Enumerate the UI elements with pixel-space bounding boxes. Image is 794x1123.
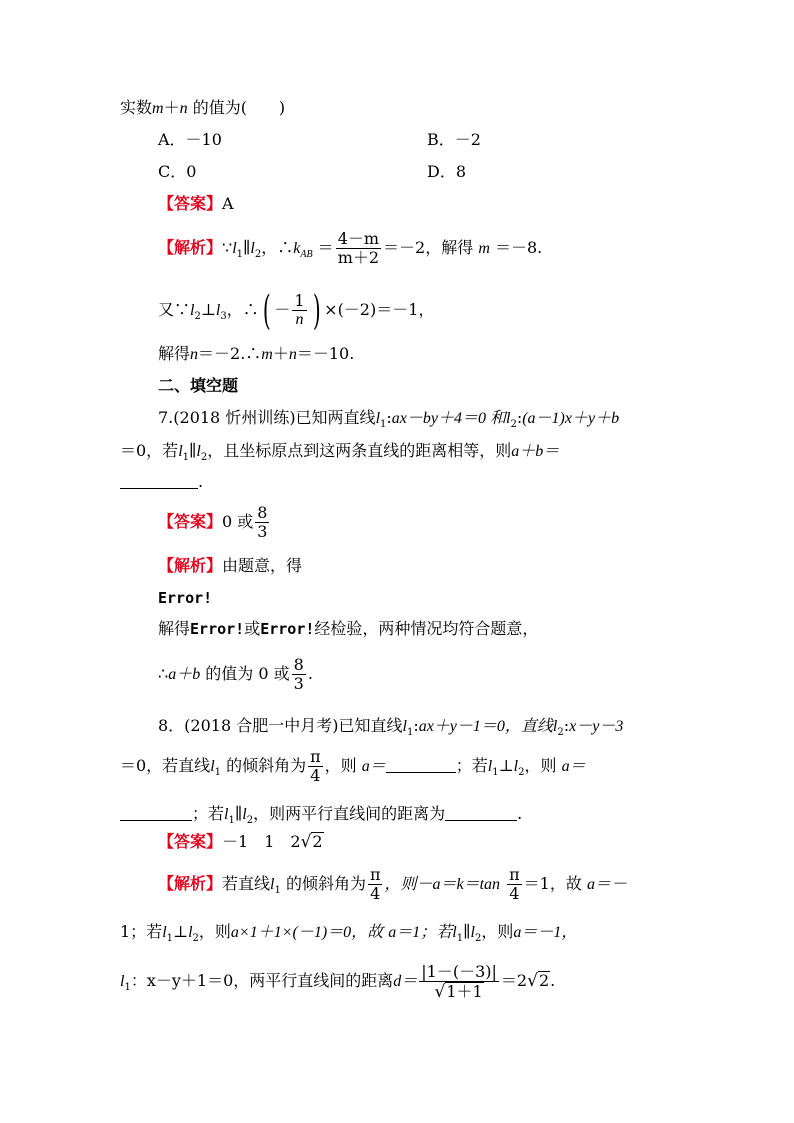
then-text-2: ，则 (481, 922, 514, 941)
answer-value: 0 或 (222, 512, 254, 531)
q7-analysis (158, 556, 302, 576)
a-neg: a＝－ (586, 876, 627, 893)
q7-line2: ＝0，若$l_1\parallel l_2$，且坐标原点到这两条直线的距离相等，则a＋b＝ (120, 441, 560, 463)
distance-text: ，则两平行直线间的距离为 (253, 804, 446, 823)
error-text-3: Error! (260, 620, 315, 638)
answer-blank-2 (120, 806, 192, 821)
parallel-symbol: ∥ (243, 238, 251, 257)
distance-fraction (419, 963, 499, 1001)
equals-one: ＝1，故 (523, 874, 582, 893)
perp-eq: a×1＋1×(－1)＝0，故 (230, 924, 384, 941)
q8-analysis-line3: $l_1$：x－y＋1＝0，两平行直线间的距离d＝ $\frac{|1-(-3)|}{√1+1}$ ＝2√2. (120, 961, 556, 1002)
analysis-tag: 【解析】 (158, 238, 223, 257)
right-paren: ) (312, 287, 321, 334)
radical-sign: √ (300, 832, 312, 852)
radical-sign: √ (434, 981, 446, 1002)
q7-cond-text: ，且坐标原点到这两条直线的距离相等，则 (207, 441, 512, 460)
q7-analysis-line2 (158, 619, 538, 639)
answer-tag: 【答案】 (158, 512, 223, 531)
result-text: ＝－2，解得 (383, 238, 474, 257)
fraction-numerator: π (369, 865, 381, 884)
value-fraction (292, 656, 306, 693)
radicand: 1＋1 (446, 981, 483, 1001)
analysis-tag: 【解析】 (158, 556, 223, 575)
q8-line3: ；若$l_1\parallel l_2$，则两平行直线间的距离为 . (120, 804, 522, 831)
because-symbol: ∵ (222, 238, 233, 257)
period: . (550, 971, 556, 990)
q8-line2-eq: x－y－3 (569, 718, 624, 735)
answer-tag: 【答案】 (158, 832, 223, 851)
fraction-denominator: 3 (257, 522, 268, 541)
q7-line2-eq: (a－1)x＋y＋b (522, 410, 620, 427)
radicand: 2 (312, 832, 323, 851)
error-text-2: Error! (190, 620, 245, 638)
result-value: ＝2 (500, 971, 528, 990)
q6-analysis-line3: 解得n＝－2.∴m＋n＝－10. (158, 344, 355, 363)
if-text: ；若 (455, 756, 488, 775)
solve-text: 解得 (158, 619, 191, 638)
angle-text: 的倾斜角为 (285, 874, 366, 893)
because-text: 又∵ (158, 300, 191, 319)
option-c: C．0 (158, 162, 197, 181)
q8-answer (158, 832, 324, 852)
tan-expr: ，则－a＝k＝tan (384, 876, 501, 893)
then-text: ，则 (198, 922, 231, 941)
period: . (307, 664, 313, 683)
value-text: 1；若 (120, 922, 163, 941)
answer-value: －1 1 2 (222, 832, 301, 851)
q6-answer (158, 194, 234, 214)
a-equals: a＝ (361, 758, 386, 775)
solve-n: ＝－2.∴ (198, 344, 262, 363)
fraction-numerator: 8 (257, 503, 268, 522)
pi-over-4-fraction-2 (507, 866, 522, 903)
q7-source: 7.(2018 忻州训练)已知两直线 (158, 408, 376, 427)
q8-line1: 8．(2018 合肥一中月考)已知直线$l_1:ax+y-1=0$，直线$l_2:x-y-3$ (158, 716, 624, 738)
line-eq: ：x－y＋1＝0，两平行直线间的距离 (130, 971, 394, 990)
analysis-text: 由题意，得 (222, 556, 303, 575)
q7-line3 (120, 472, 203, 492)
then-text: ，则 (324, 756, 357, 775)
solve-sum: ＝－10. (296, 344, 355, 363)
solve-text: 解得 (158, 344, 191, 363)
sum-expr: a＋b (168, 666, 201, 683)
q8-line1-eq: ax＋y－1＝0，直线 (418, 718, 553, 735)
var-m: m (152, 100, 164, 117)
slope-fraction (336, 230, 381, 267)
option-a: A．－10 (158, 130, 222, 149)
fraction-denominator: 4 (308, 766, 323, 785)
fraction-numerator: |1－(－3)| (421, 961, 497, 981)
period: . (198, 472, 204, 491)
or-text: 或 (244, 619, 261, 638)
a-one: a＝1；若 (388, 924, 453, 941)
option-b: B．－2 (427, 130, 481, 149)
q6-stem-text: 实数 (120, 98, 153, 117)
answer-value: A (222, 194, 234, 213)
period: . (517, 804, 523, 823)
fraction-denominator (419, 981, 499, 1001)
therefore-symbol: ，∴ (261, 238, 294, 257)
fraction-denominator: 4 (507, 884, 522, 903)
a-equals-2: a＝ (561, 758, 586, 775)
a-neg-one: a＝－1， (513, 924, 578, 941)
radical-sign: √ (527, 971, 538, 991)
left-paren: ( (262, 287, 271, 334)
option-d: D．8 (427, 162, 467, 181)
error-text-1: Error! (158, 589, 213, 607)
q8-source: 8．(2018 合肥一中月考)已知直线 (158, 716, 403, 735)
fraction-denominator: n (292, 310, 306, 329)
if-text: ；若 (192, 804, 225, 823)
plus-sign: ＋ (163, 98, 180, 117)
q8-angle-text: 的倾斜角为 (226, 756, 307, 775)
answer-tag: 【答案】 (158, 194, 223, 213)
d-equals: d＝ (393, 973, 418, 990)
q7-ask: a＋b＝ (511, 443, 560, 460)
fraction-numerator: π (509, 865, 520, 884)
section-title: 二、填空题 (158, 376, 239, 395)
analysis-text: 若直线 (222, 874, 271, 893)
check-text: 经检验，两种情况均符合题意， (314, 619, 539, 638)
therefore-symbol: ∴ (158, 664, 169, 683)
fraction-numerator: π (310, 747, 321, 766)
neg-recip-fraction (292, 292, 306, 329)
q7-line1: 7.(2018 忻州训练)已知两直线$l_1:ax-by+4=0$ 和$l_2:(a-1)x+y+b$ (158, 408, 620, 430)
q7-answer (158, 500, 271, 544)
product-text: ×(－2)＝－1， (324, 300, 435, 319)
therefore-text: ，∴ (226, 300, 259, 319)
then-text-2: ，则 (524, 756, 557, 775)
answer-blank-1 (386, 758, 456, 773)
answer-blank-3 (445, 806, 517, 821)
q8-analysis-line1: 【解析】若直线$l_1$ 的倾斜角为 $\frac{\pi}{4}$ ，则－a＝k＝tan $\frac{\pi}{4}$ ＝1，故 a＝－ (158, 865, 627, 903)
q8-line2: ＝0，若直线$l_1$ 的倾斜角为 $\frac{\pi}{4}$ ，则 a＝ ；若$l_1\perp l_2$，则 a＝ (120, 747, 586, 785)
pi-over-4-fraction (368, 866, 383, 903)
result-m: ＝－8. (494, 238, 543, 257)
answer-fraction (255, 504, 269, 541)
q8-analysis-line2: 1；若$l_1\perp l_2$，则a×1＋1×(－1)＝0，故 a＝1；若$l_1\parallel l_2$，则a＝－1， (120, 922, 578, 944)
q7-analysis-line3 (158, 652, 313, 697)
answer-blank (120, 474, 198, 489)
fraction-denominator: m＋2 (337, 248, 380, 267)
var-n: n (179, 100, 188, 117)
q6-stem (120, 98, 285, 119)
fraction-numerator: 4－m (337, 229, 380, 248)
fraction-denominator: 4 (368, 884, 383, 903)
analysis-tag: 【解析】 (158, 874, 223, 893)
q7-cond: ＝0，若 (120, 441, 179, 460)
q6-stem-tail: 的值为( ) (192, 98, 286, 117)
radicand: 2 (538, 971, 550, 990)
fraction-denominator: 3 (293, 674, 304, 693)
q6-analysis-line2: 又$\because l_2\perp l_3$，∴( － $\frac{1}{n}$ ) ×(－2)＝－1， (158, 287, 435, 334)
value-text: 的值为 0 或 (205, 664, 290, 683)
q7-line1-eq: ax－by＋4＝0 和 (391, 410, 506, 427)
q6-analysis-line1: 【解析】$\because l_1\parallel l_2$，$\therefore k_{AB}$ ＝ $\frac{4-m}{m+2}$ ＝－2，解得 m ＝－8. (158, 229, 543, 267)
q8-cond: ＝0，若直线 (120, 756, 211, 775)
pi-over-4-fraction (308, 748, 323, 785)
fraction-numerator: 8 (293, 655, 304, 674)
fraction-numerator: 1 (294, 291, 305, 310)
perp-symbol: ⊥ (200, 300, 216, 319)
